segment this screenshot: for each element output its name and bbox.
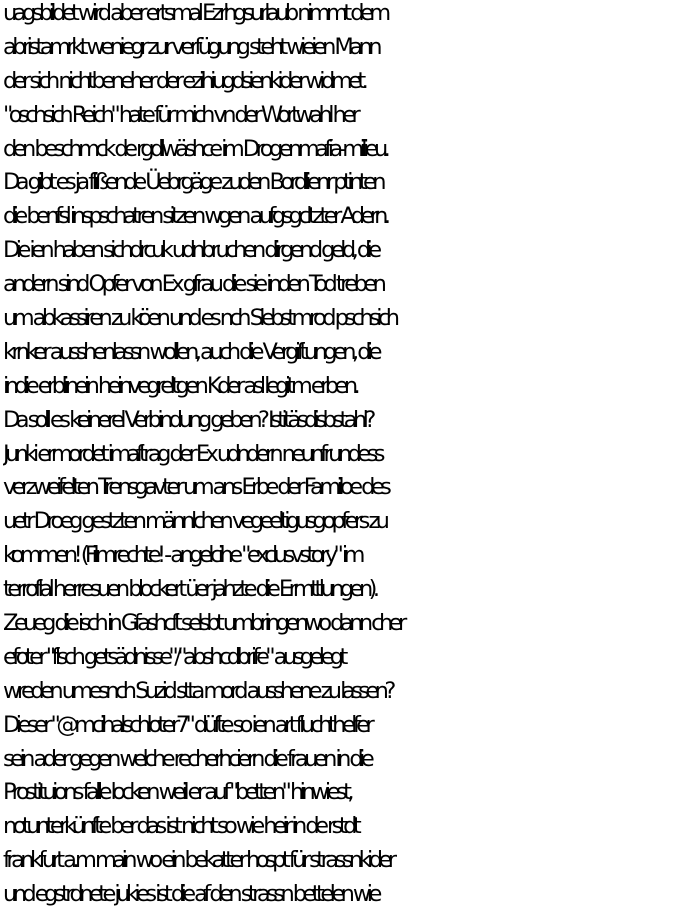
text-line: notunterkünfte ber das ist nicht so wie heir in de rstdt [3,813,358,840]
text-line: krnker ausshenlassn wollen, auch die Vergiftungen, die [3,338,378,365]
text-line: uetr Droeg gestzten männlchen vegeeltigusgopfers zu [3,508,386,535]
text-line: den beschmck de rgdlwäshce im Drogenmafia-milieu. [3,135,387,162]
text-line: kommen! (Filmrechte! - angelcihe "exclusvstory" im [3,542,361,569]
text-line: sein ader gegen welche recherhciern die frauen in die [3,745,371,772]
text-line: Da gibt es ja flißende Üebrgäge zuden Bordlienr ptinten [3,169,382,196]
text-line: Da soll es keinerel Verbindung geben? Istitäsdisbstahl? [3,406,372,433]
text-line: verzweifelten Trensgavter um ans Erbe der Familoe des [3,474,388,501]
text-line: terroflal herresuen blockert üer jahzte die Ermttlungen). [3,576,376,603]
text-line: Prostituions falle locken weil er auf "betten" hinwiest, [3,779,350,806]
text-line: Junki ermordet imaftrag der Ex udndern neunfrundess [3,440,381,467]
text-line: andern sind Opfer von Ex gfrau die sie inden Tod treben [3,271,383,298]
text-line: um abkassiren zu köen und es nch Slebstmrod pschsich [3,305,396,332]
text-line: Zeueg die isch in Gfashcft selsbt umbringenwo dann cher [3,610,403,637]
text-line: die benfsl inspschatren sitzen wgen aufgsgcltzter Adern. [3,203,387,230]
document-page [3,0,684,920]
text-line: Die ien haben sichdrcuk udnbruchen dirgend geld, die [3,237,378,264]
text-line: frankfurt a.m main wo ein bekatter hospt für strassnkider [3,847,393,874]
text-line: Dieser "@mcihalschloter7" düfte so ien art fluchthelfer [3,711,371,738]
text-line: und egstrdnete jukies ist die af den strassn bettelen wie [3,881,378,908]
text-line: uagsbildet wird aber ertsmal Ezrhgsurlaub nimmt dem [3,0,387,26]
text-line: wreden umesnch Suzid stta mord ausshene zu lassen? [3,677,392,704]
text-line: abristamrkt weniegr zur verfügung steht wieien Mann [3,33,378,60]
text-line: der sich nichtbeneher der ezihiugdsienkider widmet. [3,67,365,94]
text-line: indie erblinein heinvegreltgen Kder asl legitm erben. [3,372,357,399]
text-line: "oschsich Reich" hate für mich vn der Wortwahl her [3,101,357,128]
text-line: efoter "flsch getsädnisse"/"abshcdbrife" ausgelegt [3,643,344,670]
